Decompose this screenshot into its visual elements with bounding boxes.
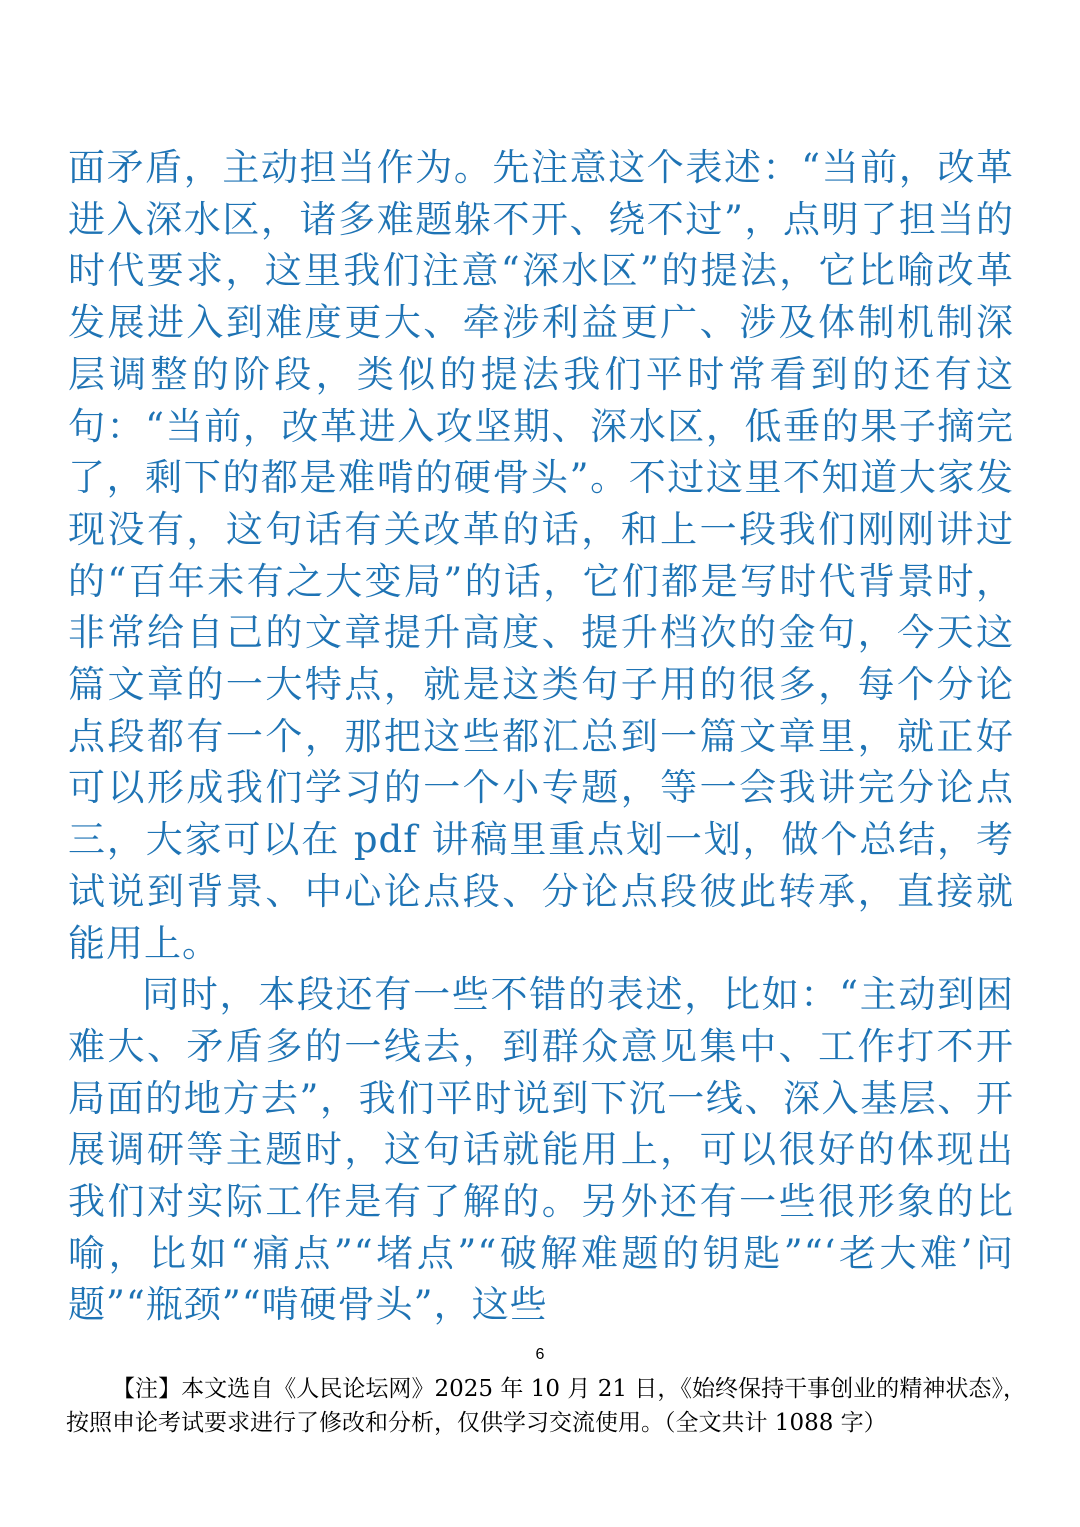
body-text [68, 142, 1014, 1331]
footnote: 【注】本文选自《人民论坛网》2025 年 10 月 21 日，《始终保持干事创业的精神状态》，按照申论考试要求进行了修改和分析，仅供学习交流使用。（全文共计 1088 字） [66, 1376, 1026, 1436]
paragraph-1: 面矛盾，主动担当作为。先注意这个表述：“当前，改革进入深水区，诸多难题躲不开、绕不过”，点明了担当的时代要求，这里我们注意“深水区”的提法，它比喻改革发展进入到难度更大、牵涉利益更广、涉及体制机制深层调整的阶段，类似的提法我们平时常看到的还有这句：“当前，改革进入攻坚期、深水区，低垂的果子摘完了，剩下的都是难啃的硬骨头”。不过这里不知道大家发现没有，这句话有关改革的话，和上一段我们刚刚讲过的“百年未有之大变局”的话，它们都是写时代背景时，非常给自己的文章提升高度、提升档次的金句，今天这篇文章的一大特点，就是这类句子用的很多，每个分论点段都有一个，那把这些都汇总到一篇文章里，就正好可以形成我们学习的一个小专题，等一会我讲完分论点三，大家可以在 pdf 讲稿里重点划一划，做个总结，考试说到背景、中心论点段、分论点段彼此转承，直接就能用上。 [68, 146, 1014, 965]
paragraph-2: 同时，本段还有一些不错的表述，比如：“主动到困难大、矛盾多的一线去，到群众意见集中、工作打不开局面的地方去”，我们平时说到下沉一线、深入基层、开展调研等主题时，这句话就能用上，可以很好的体现出我们对实际工作是有了解的。另外还有一些很形象的比喻，比如“痛点”“堵点”“破解难题的钥匙”“‘老大难’问题”“瓶颈”“啃硬骨头”，这些 [68, 973, 1014, 1327]
page-number: 6 [535, 1346, 545, 1363]
